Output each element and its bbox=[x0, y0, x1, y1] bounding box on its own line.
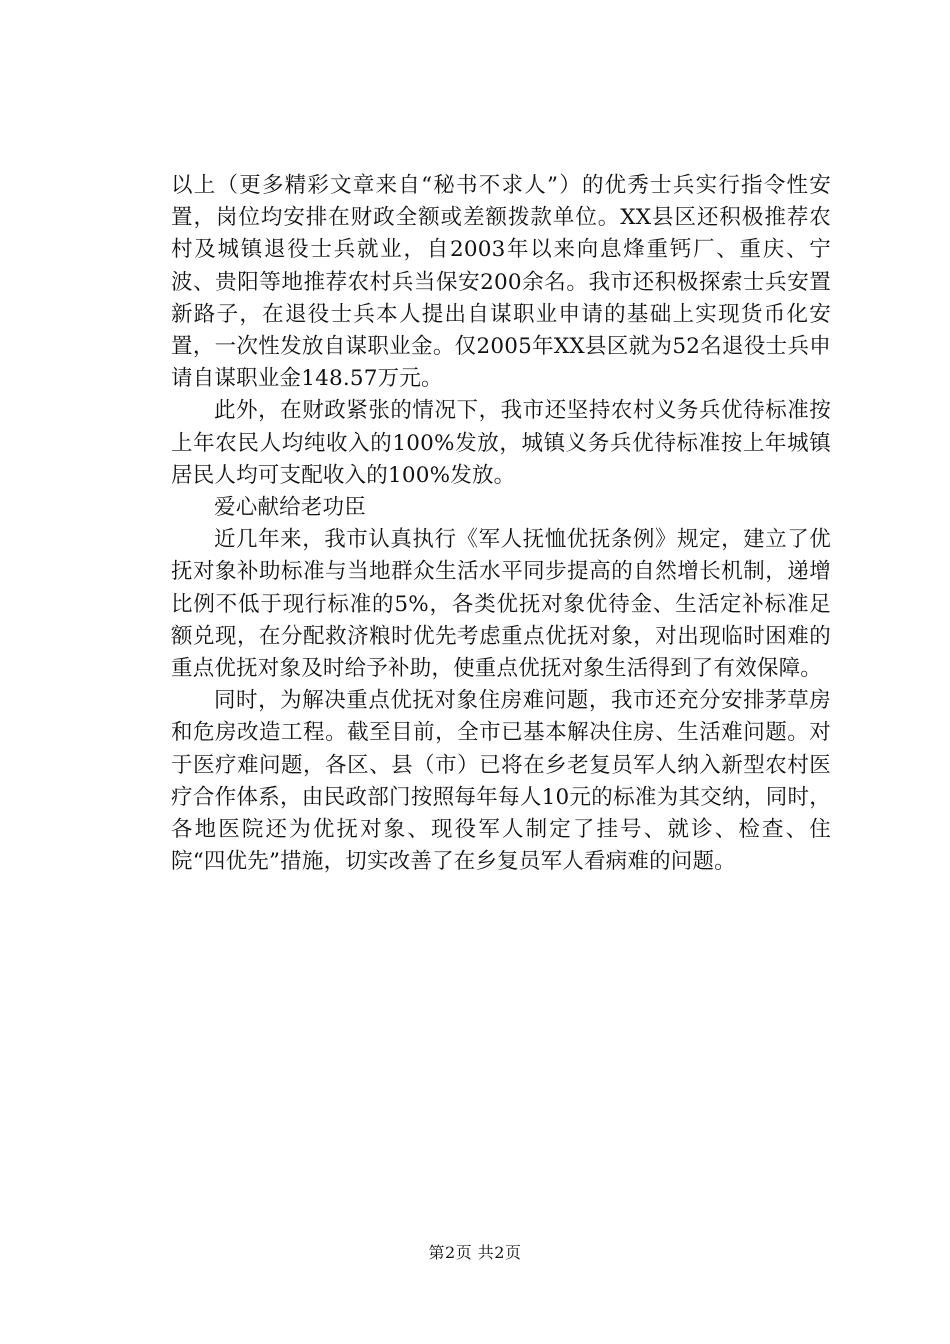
paragraph-resettlement: 以上（更多精彩文章来自“秘书不求人”）的优秀士兵实行指令性安置，岗位均安排在财政全额或差额拨款单位。XX县区还积极推荐农村及城镇退役士兵就业，自2003年以来向息烽重钙厂、重庆、宁波、贵阳等地推荐农村兵当保安200余名。我市还积极探索士兵安置新路子，在退役士兵本人提出自谋职业申请的基础上实现货币化安置，一次性发放自谋职业金。仅2005年XX县区就为52名退役士兵申请自谋职业金148.57万元。 bbox=[171, 173, 831, 392]
paragraph-subsidy-mechanism: 近几年来，我市认真执行《军人抚恤优抚条例》规定，建立了优抚对象补助标准与当地群众生活水平同步提高的自然增长机制，递增比例不低于现行标准的5%，各类优抚对象优待金、生活定补标准足额兑现，在分配救济粮时优先考虑重点优抚对象，对出现临时困难的重点优抚对象及时给予补助，使重点优抚对象生活得到了有效保障。 bbox=[171, 527, 831, 682]
page-footer: 第2页 共2页 bbox=[428, 1243, 522, 1262]
paragraph-housing-medical: 同时，为解决重点优抚对象住房难问题，我市还充分安排茅草房和危房改造工程。截至目前，全市已基本解决住房、生活难问题。对于医疗难问题，各区、县（市）已将在乡老复员军人纳入新型农村医疗合作体系，由民政部门按照每年每人10元的标准为其交纳，同时，各地医院还为优抚对象、现役军人制定了挂号、就诊、检查、住院“四优先”措施，切实改善了在乡复员军人看病难的问题。 bbox=[171, 688, 831, 875]
section-heading: 爱心献给老功臣 bbox=[214, 495, 366, 521]
document-body bbox=[171, 170, 831, 878]
paragraph-preferential-treatment: 此外，在财政紧张的情况下，我市还坚持农村义务兵优待标准按上年农民人均纯收入的100%发放，城镇义务兵优待标准按上年城镇居民人均可支配收入的100%发放。 bbox=[171, 398, 831, 488]
